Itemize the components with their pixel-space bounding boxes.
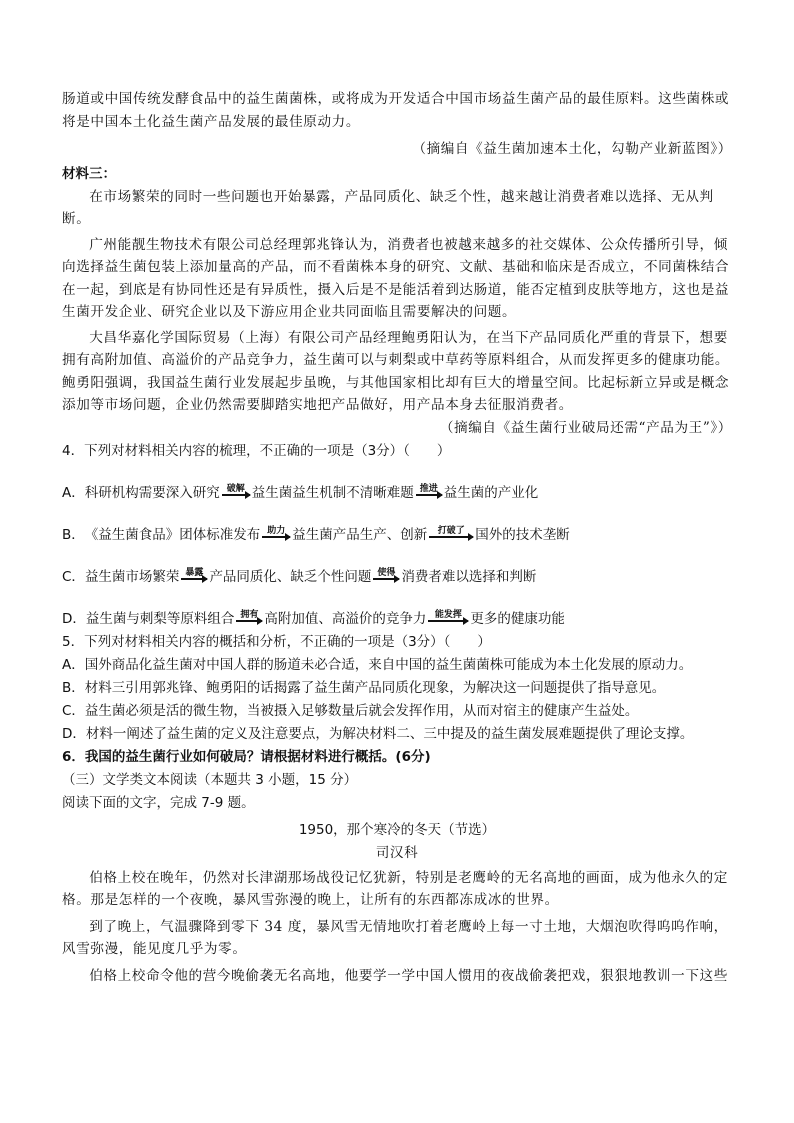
q4-option-d [62,589,732,631]
q4-option-part-a: 科研机构需要深入研究 [84,485,220,501]
relation-label: 打破了 [437,526,465,536]
q4-option-part-c: 更多的健康功能 [470,611,565,627]
q4-option-part-a: 益生菌与刺梨等原料组合 [85,611,235,627]
material3-heading: 材料三： [62,165,116,182]
q4-option-a [62,463,732,505]
q5-option-c: C．益生菌必须是活的微生物，当被摄入足够数量后就会发挥作用，从而对宿主的健康产生益处。 [62,703,639,719]
q4-option-part-b: 益生菌益生机制不清晰难题 [251,485,414,501]
relation-arrow [236,610,262,622]
material3-paragraph-3: 大昌华嘉化学国际贸易（上海）有限公司产品经理鲍勇阳认为，在当下产品同质化严重的背景下，想要拥有高附加值、高溢价的产品竞争力，益生菌可以与刺梨或中草药等原料组合，从而发挥更多的健康功能。鲍勇阳强调，我国益生菌行业发展起步虽晚，与其他国家相比却有巨大的增量空间。比起标新立异或是概念添加等市场问题，企业仍然需要脚踏实地把产品做好，用产品本身去征服消费者。 [62,329,730,413]
relation-arrow [373,568,399,580]
question-5 [62,631,732,746]
q4-option-letter: A． [62,485,85,501]
relation-arrow [181,568,207,580]
relation-label: 能发挥 [434,610,462,620]
q4-option-part-c: 益生菌的产业化 [443,485,539,501]
material3-paragraph-1: 在市场繁荣的同时一些问题也开始暴露，产品同质化、缺乏个性，越来越让消费者难以选择、无从判断。 [62,188,714,227]
material3 [62,163,732,440]
material3-paragraph-2: 广州能靓生物技术有限公司总经理郭兆锋认为，消费者也被越来越多的社交媒体、公众传播所引导，倾向选择益生菌包装上添加量高的产品，而不看菌株本身的研究、文献、基础和临床是否成立，不同菌株结合在一起，到底是有协同性还是有异质性，摄入后是不是能活着到达肠道，能否定植到皮肤等地方，这也是益生菌开发企业、研究企业以及下游应用企业共同面临且需要解决的问题。 [62,236,730,320]
relation-label: 推进 [419,484,438,494]
material2-tail [62,88,732,161]
relation-label: 拥有 [240,610,259,620]
relation-arrow [429,526,473,538]
material2-line2: 将是中国本土化益生菌产品发展的最佳原动力。 [62,113,361,130]
q4-option-part-b: 益生菌产品生产、创新 [292,527,428,543]
section3-heading: （三）文学类文本阅读（本题共 3 小题，15 分） [62,772,358,788]
q4-option-letter: B． [62,527,85,543]
q4-option-part-c: 国外的技术垄断 [475,527,570,543]
relation-label: 破解 [226,484,245,494]
article-paragraph-3: 伯格上校命令他的营今晚偷袭无名高地，他要学一学中国人惯用的夜战偷袭把戏，狠狠地教训一下这些 [89,967,728,984]
section-3 [62,769,732,987]
q4-option-part-b: 高附加值、高溢价的竞争力 [264,611,427,627]
document-page [62,88,732,987]
q4-option-letter: D． [62,611,86,627]
q4-stem: 4．下列对材料相关内容的梳理，不正确的一项是（3分）（ ） [62,443,451,459]
relation-arrow [428,610,468,622]
article-title: 1950，那个寒冷的冬天（节选） [298,822,496,838]
relation-label: 助力 [267,526,286,536]
section3-instruction: 阅读下面的文字，完成 7-9 题。 [62,795,255,811]
article-paragraph-2: 到了晚上，气温骤降到零下 34 度，暴风雪无情地吹打着老鹰岭上每一寸土地，大烟泡吹得呜呜作响，风雪弥漫，能见度几乎为零。 [62,918,728,957]
relation-arrow [262,526,290,538]
q4-option-part-a: 益生菌市场繁荣 [84,569,180,585]
q5-option-a: A．国外商品化益生菌对中国人群的肠道未必合适，来自中国的益生菌菌株可能成为本土化发展的原动力。 [62,657,693,673]
material2-source: （摘编自《益生菌加速本土化，勾勒产业新蓝图》） [412,141,732,157]
relation-arrow [222,484,250,496]
q5-option-b: B．材料三引用郭兆锋、鲍勇阳的话揭露了益生菌产品同质化现象，为解决这一问题提供了指导意见。 [62,680,666,696]
article-paragraph-1: 伯格上校在晚年，仍然对长津湖那场战役记忆犹新，特别是老鹰岭的无名高地的画面，成为他永久的定格。那是怎样的一个夜晚，暴风雪弥漫的晚上，让所有的东西都冻成冰的世界。 [62,869,728,908]
q4-option-part-b: 产品同质化、缺乏个性问题 [209,569,372,585]
q4-option-letter: C． [62,569,85,585]
q6-stem: 6．我国的益生菌行业如何破局？请根据材料进行概括。(6分) [62,749,431,765]
relation-label: 暴露 [185,568,204,578]
q4-option-part-c: 消费者难以选择和判断 [401,569,537,585]
q4-option-b [62,505,732,547]
relation-arrow [416,484,442,496]
q4-option-part-a: 《益生菌食品》团体标准发布 [84,527,261,543]
relation-label: 使得 [377,568,396,578]
material3-source: （摘编自《益生菌行业破局还需“产品为王”》） [439,419,732,436]
q5-option-d: D．材料一阐述了益生菌的定义及注意要点，为解决材料二、三中提及的益生菌发展难题提供了理论支撑。 [62,726,694,742]
q5-stem: 5．下列对材料相关内容的概括和分析，不正确的一项是（3分）（ ） [62,634,491,650]
article-author: 司汉科 [375,845,419,861]
material2-line1: 肠道或中国传统发酵食品中的益生菌菌株，或将成为开发适合中国市场益生菌产品的最佳原料。这些菌株或 [62,91,730,107]
question-4 [62,440,732,631]
q4-option-c [62,547,732,589]
